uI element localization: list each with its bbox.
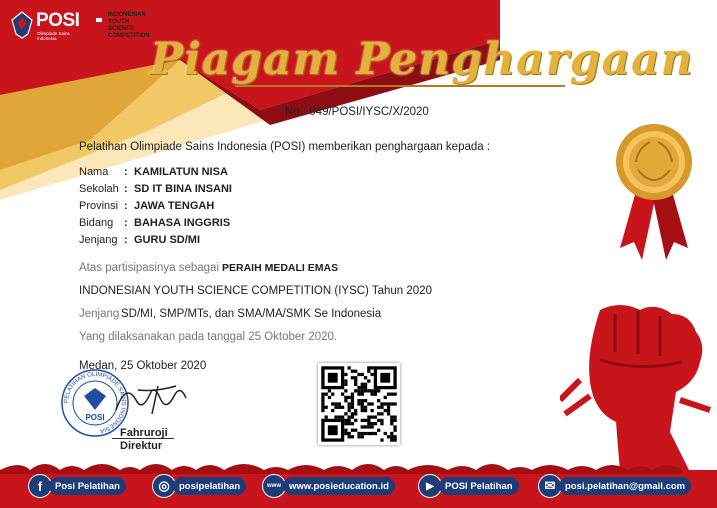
level-prefix: Jenjang bbox=[79, 308, 120, 320]
qr-code bbox=[318, 363, 400, 445]
field-value: JAWA TENGAH bbox=[134, 200, 215, 212]
youtube-icon: ▶ bbox=[418, 474, 442, 498]
signer-name: Fahruroji bbox=[120, 427, 168, 439]
certificate-title: Piagam Penghargaan bbox=[150, 34, 694, 85]
footer-item-website[interactable] bbox=[262, 473, 395, 499]
field-value: KAMILATUN NISA bbox=[134, 166, 228, 178]
award-text: PERAIH MEDALI EMAS bbox=[222, 262, 339, 274]
field-label: Provinsi bbox=[79, 200, 119, 212]
raised-fist-icon bbox=[560, 300, 717, 470]
certificate-number: No : 049/POSI/IYSC/X/2020 bbox=[285, 106, 429, 118]
footer-label: POSI Pelatihan bbox=[439, 477, 519, 495]
footer-label: posi.pelatihan@gmail.com bbox=[559, 477, 691, 495]
posi-logo bbox=[8, 8, 88, 42]
qr-code-icon bbox=[318, 363, 400, 445]
footer-item-youtube[interactable] bbox=[418, 473, 519, 499]
levels-text: SD/MI, SMP/MTs, dan SMA/MA/SMK Se Indonesia bbox=[121, 308, 382, 320]
field-row-level: Jenjang : GURU SD/MI bbox=[79, 234, 200, 246]
logo-subtitle: Olimpiade Sains Indonesia bbox=[37, 31, 70, 41]
stamp-ring-text: PELATIHAN OLIMPIADE SAINS INDONESIA bbox=[63, 371, 127, 434]
field-row-school: Sekolah : SD IT BINA INSANI bbox=[79, 183, 232, 195]
field-value: GURU SD/MI bbox=[134, 234, 200, 246]
participation-prefix: Atas partisipasinya sebagai bbox=[79, 262, 219, 274]
footer-label: posipelatihan bbox=[173, 477, 246, 495]
instagram-icon: ◎ bbox=[152, 474, 176, 498]
field-row-name: Nama : KAMILATUN NISA bbox=[79, 166, 228, 178]
footer-label: www.posieducation.id bbox=[283, 477, 395, 495]
footer-item-email[interactable] bbox=[538, 473, 691, 499]
iysc-line-2: YOUTH bbox=[108, 19, 129, 25]
field-label: Sekolah bbox=[79, 183, 119, 195]
stamp-center-text: POSI bbox=[85, 413, 105, 422]
footer-label: Posi Pelatihan bbox=[49, 477, 126, 495]
facebook-icon: f bbox=[28, 474, 52, 498]
iysc-line-4: COMPETITION bbox=[108, 33, 150, 39]
field-value: SD IT BINA INSANI bbox=[134, 183, 232, 195]
field-label: Bidang bbox=[79, 217, 114, 229]
field-label: Nama bbox=[79, 166, 109, 178]
iysc-line-3: SCIENCE bbox=[108, 26, 135, 32]
signer-title: Direktur bbox=[120, 440, 163, 452]
footer-item-facebook[interactable] bbox=[28, 473, 126, 499]
title-underline bbox=[235, 85, 565, 87]
field-value: BAHASA INGGRIS bbox=[134, 217, 231, 229]
signature-icon bbox=[108, 380, 218, 420]
gold-medal-icon bbox=[608, 118, 700, 264]
logo-text: POSI bbox=[36, 10, 80, 31]
field-row-field: Bidang : BAHASA INGGRIS bbox=[79, 217, 231, 229]
iysc-line-1: INDONESIAN bbox=[108, 12, 146, 18]
iysc-logo bbox=[92, 10, 152, 38]
held-on-text: Yang dilaksanakan pada tanggal 25 Oktober 2020. bbox=[79, 331, 338, 343]
web-icon: www bbox=[262, 474, 286, 498]
footer-item-instagram[interactable] bbox=[152, 473, 246, 499]
place-date: Medan, 25 Oktober 2020 bbox=[79, 360, 207, 372]
email-icon: ✉ bbox=[538, 474, 562, 498]
intro-text: Pelatihan Olimpiade Sains Indonesia (POSI) memberikan penghargaan kepada : bbox=[79, 141, 491, 153]
field-row-province: Provinsi : JAWA TENGAH bbox=[79, 200, 215, 212]
field-label: Jenjang bbox=[79, 234, 118, 246]
competition-name: INDONESIAN YOUTH SCIENCE COMPETITION (IYSC) Tahun 2020 bbox=[79, 285, 432, 297]
